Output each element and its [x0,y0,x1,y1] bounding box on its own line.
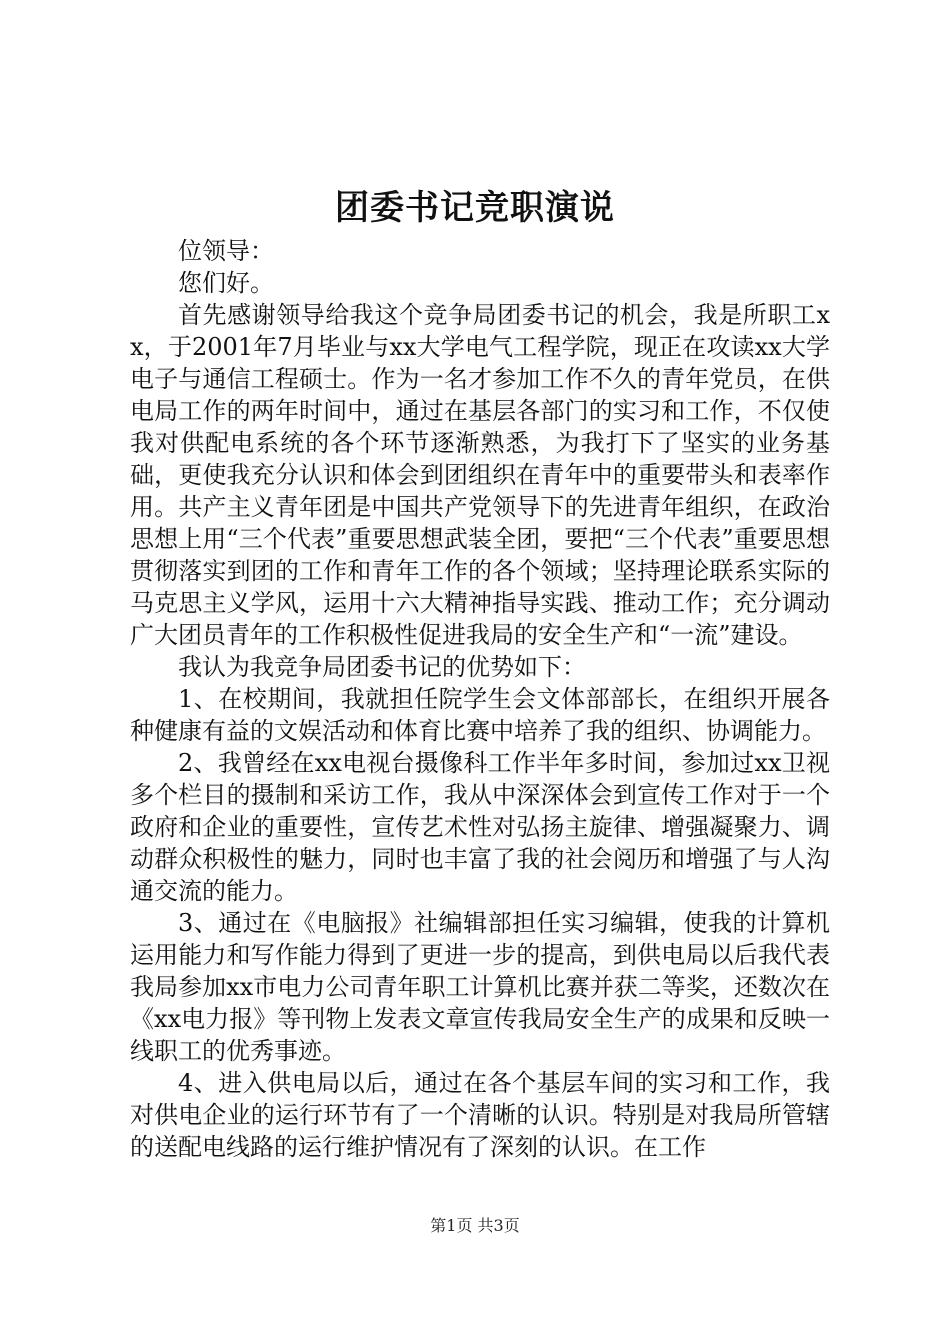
document-title: 团委书记竞职演说 [335,188,615,228]
greeting-line: 您们好。 [178,269,274,297]
salutation-line: 位领导： [178,237,274,265]
document-body [130,235,830,1163]
page-number-footer: 第1页 共3页 [430,1216,520,1235]
body-paragraph: 1、在校期间，我就担任院学生会文体部部长，在组织开展各种健康有益的文娱活动和体育比赛中培养了我的组织、协调能力。 [130,685,830,745]
body-paragraph: 首先感谢领导给我这个竞争局团委书记的机会，我是所职工xx，于2001年7月毕业与xx大学电气工程学院，现正在攻读xx大学电子与通信工程硕士。作为一名才参加工作不久的青年党员，在供电局工作的两年时间中，通过在基层各部门的实习和工作，不仅使我对供配电系统的各个环节逐渐熟悉，为我打下了坚实的业务基础，更使我充分认识和体会到团组织在青年中的重要带头和表率作用。共产主义青年团是中国共产党领导下的先进青年组织，在政治思想上用“三个代表”重要思想武装全团，要把“三个代表”重要思想贯彻落实到团的工作和青年工作的各个领域；坚持理论联系实际的马克思主义学风，运用十六大精神指导实践、推动工作；充分调动广大团员青年的工作积极性促进我局的安全生产和“一流”建设。 [130,301,830,649]
body-paragraph: 4、进入供电局以后，通过在各个基层车间的实习和工作，我对供电企业的运行环节有了一个清晰的认识。特别是对我局所管辖的送配电线路的运行维护情况有了深刻的认识。在工作 [130,1069,830,1161]
body-paragraph: 我认为我竞争局团委书记的优势如下： [178,653,586,681]
body-paragraph: 3、通过在《电脑报》社编辑部担任实习编辑，使我的计算机运用能力和写作能力得到了更进一步的提高，到供电局以后我代表我局参加xx市电力公司青年职工计算机比赛并获二等奖，还数次在《xx电力报》等刊物上发表文章宣传我局安全生产的成果和反映一线职工的优秀事迹。 [130,909,830,1065]
body-paragraph: 2、我曾经在xx电视台摄像科工作半年多时间，参加过xx卫视多个栏目的摄制和采访工作，我从中深深体会到宣传工作对于一个政府和企业的重要性，宣传艺术性对弘扬主旋律、增强凝聚力、调动群众积极性的魅力，同时也丰富了我的社会阅历和增强了与人沟通交流的能力。 [130,749,830,905]
